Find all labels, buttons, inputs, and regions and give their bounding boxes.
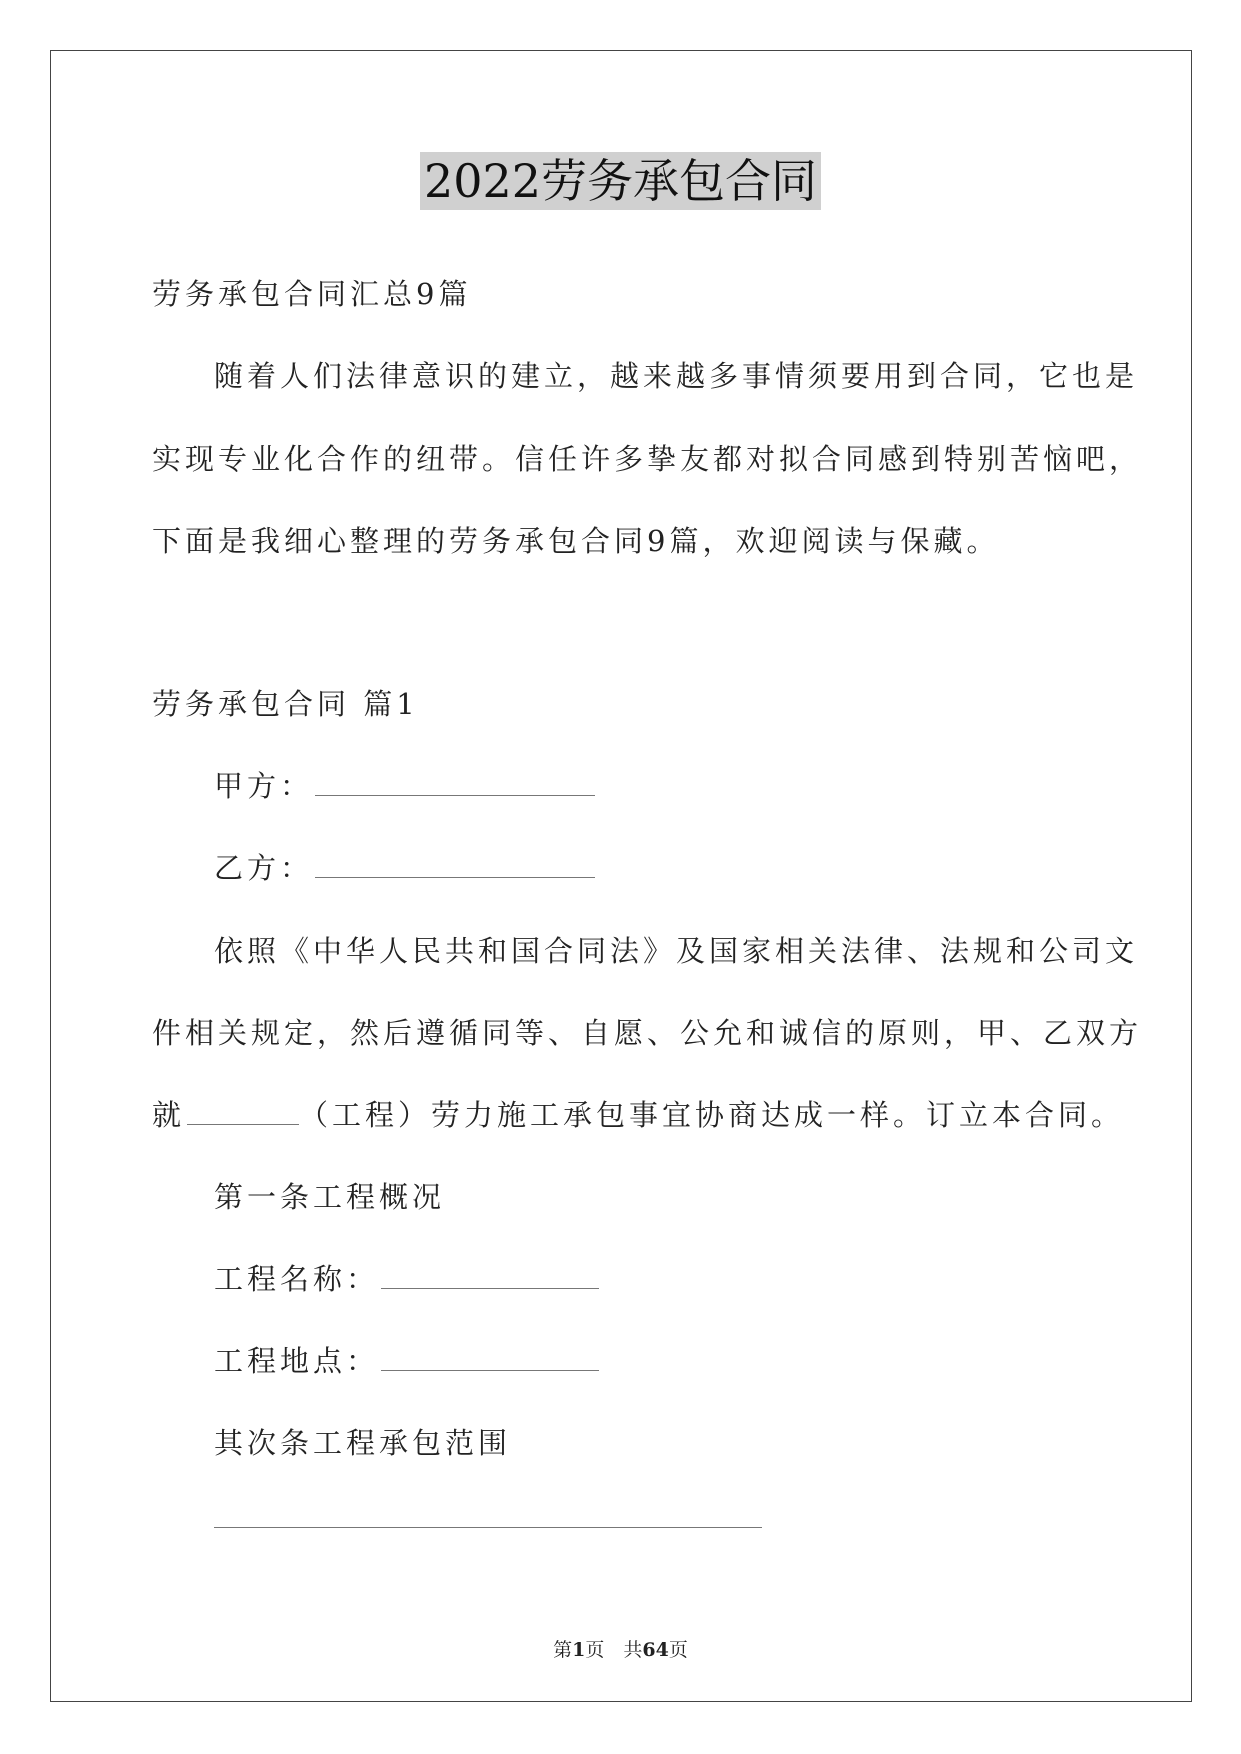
footer-page-suffix: 页 (668, 1639, 688, 1661)
article-2-heading: 其次条工程承包范围 (214, 1426, 512, 1460)
party-b-line (214, 846, 595, 887)
party-b-label: 乙方： (214, 851, 314, 885)
party-a-label: 甲方： (214, 769, 314, 803)
body-line-1: 依照《中华人民共和国合同法》及国家相关法律、法规和公司文 (214, 934, 1139, 968)
project-name-label: 工程名称： (214, 1262, 380, 1296)
project-location-blank (381, 1369, 599, 1371)
project-blank (187, 1123, 299, 1125)
intro-line-3: 下面是我细心整理的劳务承包合同9篇，欢迎阅读与保藏。 (152, 524, 1000, 558)
section-heading: 劳务承包合同 篇1 (152, 687, 419, 721)
body-line-3 (152, 1093, 1124, 1134)
title-container (0, 152, 1241, 210)
project-name-line (214, 1257, 599, 1298)
project-name-blank (381, 1287, 599, 1289)
body-line-3-suffix: （工程）劳力施工承包事宜协商达成一样。订立本合同。 (299, 1098, 1125, 1132)
body-line-3-prefix: 就 (152, 1098, 186, 1132)
party-a-blank (315, 794, 595, 796)
intro-line-2: 实现专业化合作的纽带。信任许多挚友都对拟合同感到特别苦恼吧， (152, 442, 1143, 476)
project-location-line (214, 1339, 599, 1380)
intro-line-1: 随着人们法律意识的建立，越来越多事情须要用到合同，它也是 (214, 359, 1139, 393)
footer-total-pages: 64 (642, 1639, 669, 1661)
subtitle: 劳务承包合同汇总9篇 (152, 277, 472, 311)
footer-page-prefix: 第 (553, 1639, 573, 1661)
footer-page-number: 1 (572, 1639, 586, 1661)
footer-page-mid: 页 共 (585, 1639, 643, 1661)
body-line-2: 件相关规定，然后遵循同等、自愿、公允和诚信的原则，甲、乙双方 (152, 1016, 1143, 1050)
page-footer (0, 1635, 1241, 1662)
project-location-label: 工程地点： (214, 1344, 380, 1378)
party-b-blank (315, 876, 595, 878)
article-1-heading: 第一条工程概况 (214, 1180, 446, 1214)
party-a-line (214, 764, 595, 805)
scope-blank-line (214, 1527, 762, 1528)
document-title: 2022劳务承包合同 (420, 152, 821, 210)
